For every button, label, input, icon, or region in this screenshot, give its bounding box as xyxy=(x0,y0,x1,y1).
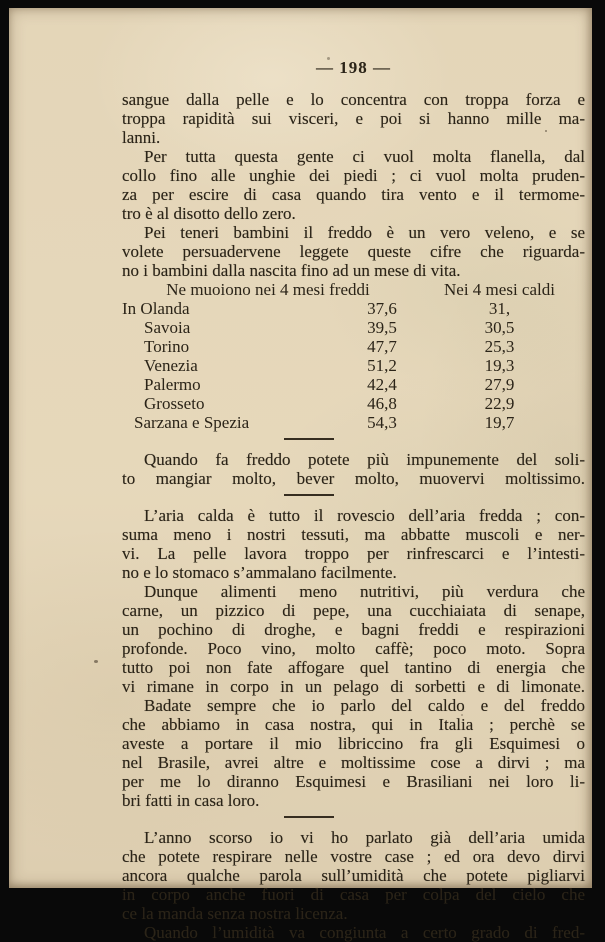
text-line: vi rimane in corpo in un pelago di sorbetti e di limonate. xyxy=(122,677,585,696)
warm-months-value-cell: 22,9 xyxy=(484,394,515,413)
table-row xyxy=(122,394,585,413)
text-line: ce la manda senza nostra licenza. xyxy=(122,904,348,923)
text-line: per me lo diranno Esquimesi e Brasiliani nei loro li- xyxy=(122,772,585,791)
separator-rule xyxy=(284,816,334,818)
text-line: tro è al disotto dello zero. xyxy=(122,204,296,223)
paragraph xyxy=(122,450,585,488)
table-row xyxy=(122,337,585,356)
cold-months-value-cell: 46,8 xyxy=(367,394,397,413)
place-cell: Sarzana e Spezia xyxy=(134,413,250,432)
place-cell: Venezia xyxy=(144,356,198,375)
warm-months-value-cell: 19,7 xyxy=(484,413,515,432)
text-line: bri fatti in casa loro. xyxy=(122,791,260,810)
table-row xyxy=(122,413,585,432)
cold-months-value-cell: 37,6 xyxy=(367,299,397,318)
warm-months-value-cell: 31, xyxy=(488,299,511,318)
text-line: nel Brasile, avrei altre e moltissime cose a dirvi ; ma xyxy=(122,753,585,772)
text-line: Badate sempre che io parlo del caldo e del freddo xyxy=(144,696,585,715)
text-line: troppa rapidità sui visceri, e poi si hanno mille ma- xyxy=(122,109,585,128)
warm-months-value-cell: 30,5 xyxy=(484,318,515,337)
text-line: carne, un pizzico di pepe, una cucchiaiata di senape, xyxy=(122,601,585,620)
paragraph xyxy=(122,90,585,147)
cold-months-value-cell: 42,4 xyxy=(367,375,397,394)
text-line: sangue dalla pelle e lo concentra con troppa forza e xyxy=(122,90,585,109)
warm-months-value-cell: 27,9 xyxy=(484,375,515,394)
book-page xyxy=(9,8,592,942)
warm-months-value-cell: 25,3 xyxy=(484,337,515,356)
mortality-table xyxy=(122,280,585,432)
text-line: un pochino di droghe, e bagni freddi e respirazioni xyxy=(122,620,585,639)
text-line: aveste a portare il mio libriccino fra gli Esquimesi o xyxy=(122,734,585,753)
text-line: Dunque alimenti meno nutritivi, più verdura che xyxy=(144,582,585,601)
text-line: che potete respirare nelle vostre case ; ed ora devo dirvi xyxy=(122,847,585,866)
text-line: vi. La pelle lavora troppo per rinfrescarci e l’intesti- xyxy=(122,544,585,563)
table-col-header-cold-months: Ne muoiono nei 4 mesi freddi xyxy=(166,280,370,299)
table-row xyxy=(122,375,585,394)
paragraph xyxy=(122,828,585,923)
place-cell: Palermo xyxy=(144,375,201,394)
cold-months-value-cell: 54,3 xyxy=(367,413,397,432)
paragraph xyxy=(122,147,585,223)
text-line: lanni. xyxy=(122,128,161,147)
text-line: to mangiar molto, bever molto, muovervi moltissimo. xyxy=(122,469,585,488)
place-cell: In Olanda xyxy=(122,299,190,318)
text-line: no e lo stomaco s’ammalano facilmente. xyxy=(122,563,397,582)
text-line: profonde. Poco vino, molto caffè; poco moto. Sopra xyxy=(122,639,585,658)
text-line: Quando l’umidità va congiunta a certo grado di fred- xyxy=(144,923,585,942)
text-line: volete persuadervene leggete queste cifre che riguarda- xyxy=(122,242,585,261)
text-line: Per tutta questa gente ci vuol molta flanella, dal xyxy=(144,147,585,166)
paragraph xyxy=(122,223,585,280)
place-cell: Grosseto xyxy=(144,394,205,413)
page-number-header: — 198 — xyxy=(316,58,391,77)
warm-months-value-cell: 19,3 xyxy=(484,356,515,375)
text-line: Pei teneri bambini il freddo è un vero veleno, e se xyxy=(144,223,585,242)
text-line: L’anno scorso io vi ho parlato già dell’aria umida xyxy=(144,828,585,847)
text-line: Quando fa freddo potete più impunemente del soli- xyxy=(144,450,585,469)
paragraph xyxy=(122,923,585,942)
paragraph xyxy=(122,506,585,582)
text-line: che abbiamo in casa nostra, qui in Italia ; perchè se xyxy=(122,715,585,734)
table-row xyxy=(122,318,585,337)
page-content xyxy=(122,90,585,942)
cold-months-value-cell: 51,2 xyxy=(367,356,397,375)
text-line: collo fino alle unghie dei piedi ; ci vuol molta pruden- xyxy=(122,166,585,185)
paragraph xyxy=(122,696,585,810)
paragraph xyxy=(122,582,585,696)
page-inner xyxy=(122,58,585,942)
text-line: za per escire di casa quando tira vento e il termome- xyxy=(122,185,585,204)
separator-rule xyxy=(284,494,334,496)
text-line: tutto poi non fate affogare quel tantino di energia che xyxy=(122,658,585,677)
text-line: ancora qualche parola sull’umidità che potete pigliarvi xyxy=(122,866,585,885)
table-col-header-warm-months: Nei 4 mesi caldi xyxy=(444,280,555,299)
text-line: in corpo anche fuori di casa per colpa del cielo che xyxy=(122,885,585,904)
text-line: suma meno i nostri tessuti, ma abbatte muscoli e ner- xyxy=(122,525,585,544)
separator-rule xyxy=(284,438,334,440)
cold-months-value-cell: 47,7 xyxy=(367,337,397,356)
place-cell: Torino xyxy=(144,337,190,356)
table-row xyxy=(122,299,585,318)
text-line: L’aria calda è tutto il rovescio dell’aria fredda ; con- xyxy=(144,506,585,525)
place-cell: Savoia xyxy=(144,318,191,337)
table-row xyxy=(122,356,585,375)
cold-months-value-cell: 39,5 xyxy=(367,318,397,337)
scan-speck xyxy=(94,660,98,663)
table-header-row xyxy=(122,280,585,299)
text-line: no i bambini dalla nascita fino ad un mese di vita. xyxy=(122,261,461,280)
